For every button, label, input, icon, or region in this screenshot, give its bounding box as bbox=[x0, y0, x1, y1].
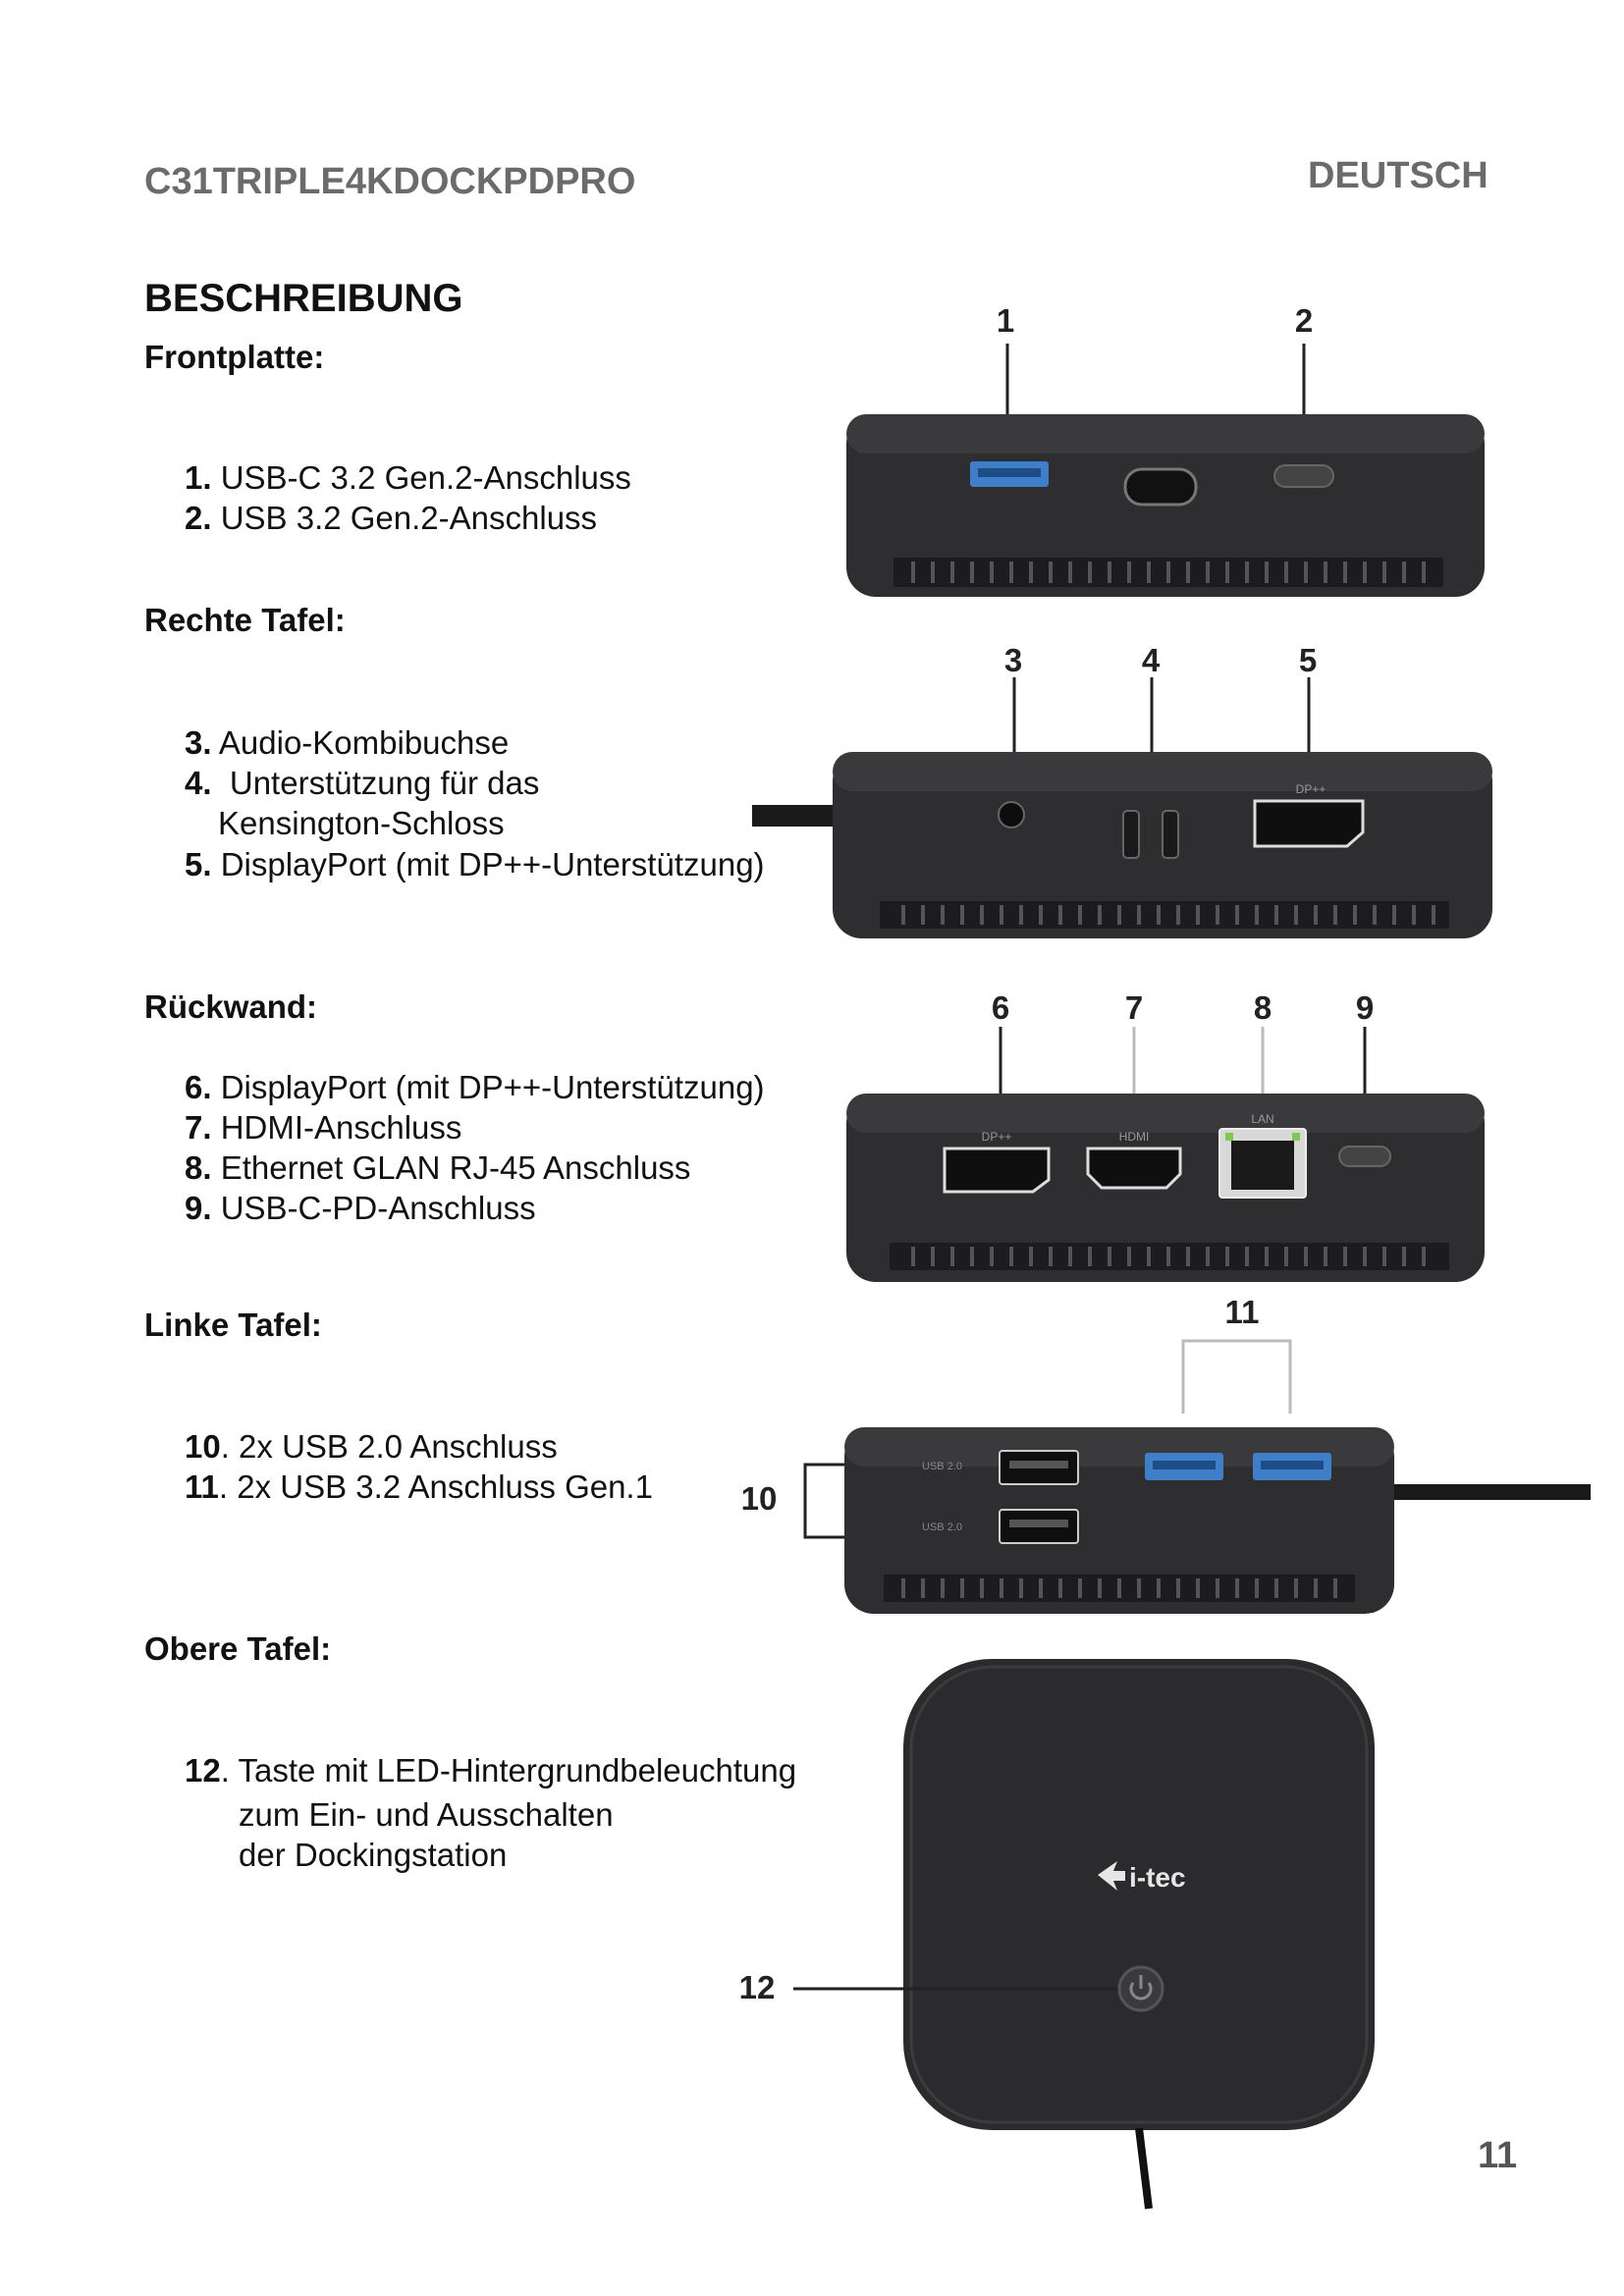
page-number: 11 bbox=[1478, 2135, 1518, 2176]
port-label-hdmi: HDMI bbox=[1118, 1130, 1150, 1144]
logo-text: i-tec bbox=[1129, 1862, 1186, 1893]
page-title: BESCHREIBUNG bbox=[144, 277, 463, 320]
model-name: C31TRIPLE4KDOCKPDPRO bbox=[144, 161, 636, 202]
callout-8: 8 bbox=[1253, 989, 1272, 1026]
list-item: 7. HDMI-Anschluss bbox=[185, 1109, 462, 1146]
section-heading-right: Rechte Tafel: bbox=[144, 602, 346, 638]
dock-top-view bbox=[785, 1659, 1394, 2218]
port-label-dp-back: DP++ bbox=[981, 1130, 1012, 1144]
dock-left-view bbox=[785, 1335, 1591, 1629]
dock-right-view bbox=[746, 677, 1571, 952]
callout-12: 12 bbox=[738, 1969, 776, 2005]
list-item: 1. USB-C 3.2 Gen.2-Anschluss bbox=[185, 459, 631, 496]
port-label-dp: DP++ bbox=[1295, 782, 1326, 796]
list-item: 11. 2x USB 3.2 Anschluss Gen.1 bbox=[185, 1468, 653, 1505]
list-item: 5. DisplayPort (mit DP++-Unterstützung) bbox=[185, 846, 765, 882]
list-item: 9. USB-C-PD-Anschluss bbox=[185, 1190, 536, 1226]
callout-9: 9 bbox=[1355, 989, 1375, 1026]
callout-2: 2 bbox=[1294, 302, 1314, 339]
list-item: 4. Unterstützung für das bbox=[185, 765, 540, 801]
callout-5: 5 bbox=[1298, 642, 1318, 678]
list-item: 10. 2x USB 2.0 Anschluss bbox=[185, 1428, 558, 1465]
list-item: 2. USB 3.2 Gen.2-Anschluss bbox=[185, 500, 598, 536]
section-heading-left: Linke Tafel: bbox=[144, 1307, 322, 1343]
list-item: 3. Audio-Kombibuchse bbox=[185, 724, 510, 761]
dock-back-view bbox=[825, 1027, 1591, 1292]
section-heading-front: Frontplatte: bbox=[144, 339, 325, 375]
list-item: 6. DisplayPort (mit DP++-Unterstützung) bbox=[185, 1069, 765, 1105]
list-item-continuation: zum Ein- und Ausschalten bbox=[239, 1796, 614, 1833]
list-item-continuation: Kensington-Schloss bbox=[218, 805, 505, 841]
language-label: DEUTSCH bbox=[1308, 155, 1489, 196]
callout-4: 4 bbox=[1141, 642, 1161, 678]
callout-11: 11 bbox=[1224, 1294, 1260, 1330]
list-item: 8. Ethernet GLAN RJ-45 Anschluss bbox=[185, 1149, 691, 1186]
callout-6: 6 bbox=[991, 989, 1010, 1026]
callout-1: 1 bbox=[996, 302, 1015, 339]
callout-10: 10 bbox=[740, 1480, 778, 1517]
callout-3: 3 bbox=[1003, 642, 1023, 678]
list-item: 12. Taste mit LED-Hintergrundbeleuchtung bbox=[185, 1752, 797, 1789]
callout-7: 7 bbox=[1124, 989, 1144, 1026]
port-label-usb2-b: USB 2.0 bbox=[922, 1522, 962, 1533]
port-label-lan: LAN bbox=[1251, 1112, 1274, 1126]
port-label-usb2-a: USB 2.0 bbox=[922, 1461, 962, 1472]
list-item-continuation: der Dockingstation bbox=[239, 1837, 508, 1873]
section-heading-top: Obere Tafel: bbox=[144, 1630, 332, 1667]
dock-front-view bbox=[825, 334, 1502, 609]
section-heading-back: Rückwand: bbox=[144, 988, 318, 1025]
